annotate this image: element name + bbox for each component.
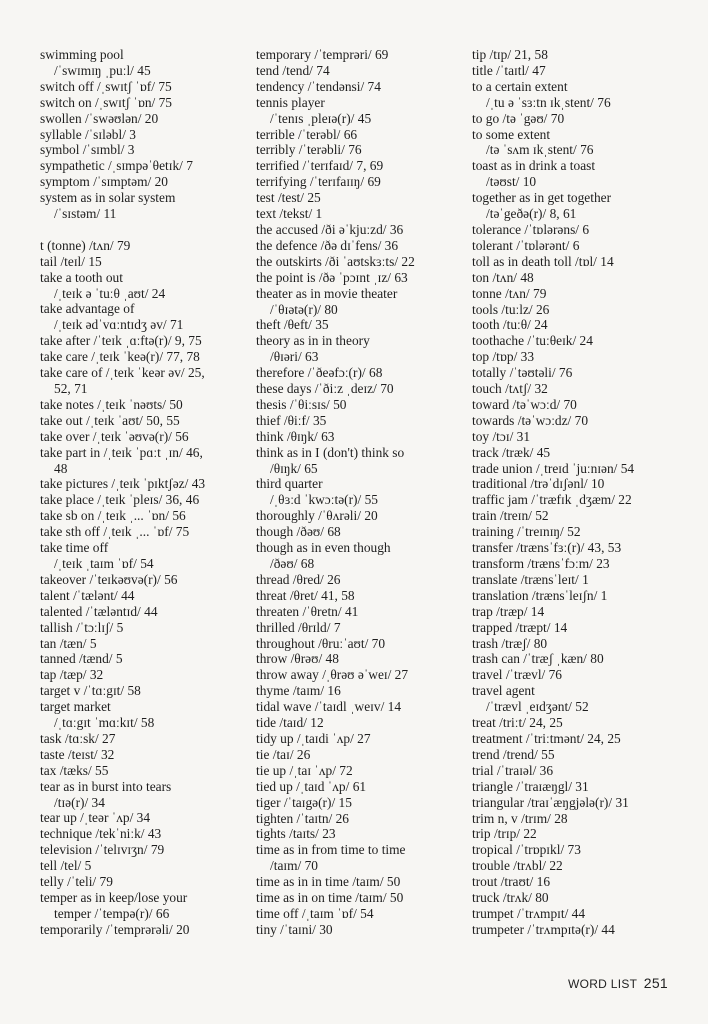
word-entry: symptom /ˈsɪmptəm/ 20	[40, 174, 168, 190]
word-entry: trash can /ˈtræʃ ˌkæn/ 80	[472, 651, 604, 667]
word-entry: traffic jam /ˈtræfɪk ˌdʒæm/ 22	[472, 492, 632, 508]
word-entry: time as in in time /taɪm/ 50	[256, 874, 401, 890]
word-entry: the defence /ðə dɪˈfens/ 36	[256, 237, 399, 253]
word-entry: telly /ˈteli/ 79	[40, 874, 113, 890]
word-entry-continuation: 48	[54, 460, 68, 476]
word-entry: take notes /ˌteɪk ˈnəʊts/ 50	[40, 396, 183, 412]
page-number: 251	[643, 975, 668, 991]
word-entry: throw /θrəʊ/ 48	[256, 651, 339, 667]
word-entry: take sth off /ˌteɪk ˌ... ˈɒf/ 75	[40, 524, 190, 540]
word-entry: translation /trænsˈleɪʃn/ 1	[472, 587, 608, 603]
word-entry: trash /træʃ/ 80	[472, 635, 548, 651]
word-entry: take time off	[40, 540, 109, 556]
word-entry: switch on /ˌswɪtʃ ˈɒn/ 75	[40, 94, 172, 110]
word-entry: touch /tʌtʃ/ 32	[472, 381, 548, 397]
word-entry: travel /ˈtrævl/ 76	[472, 667, 562, 683]
word-entry: syllable /ˈsɪləbl/ 3	[40, 126, 136, 142]
word-entry: talent /ˈtælənt/ 44	[40, 587, 135, 603]
word-list-column-3	[472, 47, 702, 938]
word-entry: tear up /ˌteər ˈʌp/ 34	[40, 810, 151, 826]
word-entry: terrifying /ˈterɪfaɪɪŋ/ 69	[256, 174, 381, 190]
word-entry: task /tɑːsk/ 27	[40, 730, 116, 746]
word-entry: tell /tel/ 5	[40, 858, 92, 874]
word-entry: triangular /traɪˈæŋgjələ(r)/ 31	[472, 794, 629, 810]
word-entry: though /ðəʊ/ 68	[256, 524, 341, 540]
word-entry: switch off /ˌswɪtʃ ˈɒf/ 75	[40, 78, 172, 94]
word-entry: take care /ˌteɪk ˈkeə(r)/ 77, 78	[40, 349, 200, 365]
word-entry: tap /tæp/ 32	[40, 667, 104, 683]
word-entry: tanned /tænd/ 5	[40, 651, 123, 667]
word-entry: thief /θiːf/ 35	[256, 412, 327, 428]
word-entry-continuation: /ˌteɪk ˌtaɪm ˈɒf/ 54	[54, 555, 154, 571]
word-entry-continuation: /ˌθɜːd ˈkwɔːtə(r)/ 55	[270, 492, 378, 508]
word-entry: top /tɒp/ 33	[472, 349, 535, 365]
word-entry: third quarter	[256, 476, 323, 492]
word-entry: the accused /ði əˈkjuːzd/ 36	[256, 221, 404, 237]
word-entry: take out /ˌteɪk ˈaʊt/ 50, 55	[40, 412, 180, 428]
word-entry: think as in I (don't) think so	[256, 444, 405, 460]
word-entry: temporary /ˈtemprəri/ 69	[256, 47, 389, 62]
word-entry	[40, 222, 250, 238]
word-entry-continuation: /təʊst/ 10	[486, 174, 537, 190]
word-entry: to some extent	[472, 126, 551, 142]
word-entry-continuation: /ˌtu ə ˈsɜːtn ɪkˌstent/ 76	[486, 94, 611, 110]
word-entry: take advantage of	[40, 301, 135, 317]
word-entry: take after /ˈteɪk ˌɑːftə(r)/ 9, 75	[40, 333, 202, 349]
word-entry-continuation: /ˈsɪstəm/ 11	[54, 206, 117, 222]
word-entry: trap /træp/ 14	[472, 603, 545, 619]
word-entry: trumpeter /ˈtrʌmpɪtə(r)/ 44	[472, 921, 615, 937]
word-entry: take place /ˌteɪk ˈpleɪs/ 36, 46	[40, 492, 200, 508]
word-entry: tighten /ˈtaɪtn/ 26	[256, 810, 349, 826]
word-entry: threaten /ˈθretn/ 41	[256, 603, 359, 619]
word-entry: take pictures /ˌteɪk ˈpɪktʃəz/ 43	[40, 476, 206, 492]
word-entry: trade union /ˌtreɪd ˈjuːnɪən/ 54	[472, 460, 635, 476]
word-entry: travel agent	[472, 683, 535, 699]
word-entry: terribly /ˈterəbli/ 76	[256, 142, 362, 158]
word-entry: sympathetic /ˌsɪmpəˈθetɪk/ 7	[40, 158, 193, 174]
word-entry: television /ˈtelɪvɪʒn/ 79	[40, 842, 165, 858]
word-entry: tail /teɪl/ 15	[40, 253, 102, 269]
word-entry: trouble /trʌbl/ 22	[472, 858, 563, 874]
word-entry: temper as in keep/lose your	[40, 890, 188, 906]
word-entry: together as in get together	[472, 190, 612, 206]
word-entry: throw away /ˌθrəʊ əˈweɪ/ 27	[256, 667, 409, 683]
word-entry: truck /trʌk/ 80	[472, 890, 549, 906]
word-entry: tennis player	[256, 94, 325, 110]
word-entry: tolerant /ˈtɒlərənt/ 6	[472, 237, 580, 253]
word-entry-continuation: /ˈtrævl ˌeɪdʒənt/ 52	[486, 699, 589, 715]
word-entry-continuation: /təˈgeðə(r)/ 8, 61	[486, 206, 577, 222]
word-entry: taste /teɪst/ 32	[40, 746, 115, 762]
word-entry: trim n, v /trɪm/ 28	[472, 810, 568, 826]
word-entry: totally /ˈtəʊtəli/ 76	[472, 365, 573, 381]
word-entry: the point is /ðə ˈpɔɪnt ˌɪz/ 63	[256, 269, 408, 285]
word-entry-continuation: /ˈθɪətə(r)/ 80	[270, 301, 338, 317]
page-footer	[568, 975, 668, 991]
word-entry: tallish /ˈtɔːlɪʃ/ 5	[40, 619, 124, 635]
word-entry: tied up /ˌtaɪd ˈʌp/ 61	[256, 778, 367, 794]
word-entry-continuation: /ðəʊ/ 68	[270, 556, 315, 571]
word-entry: tendency /ˈtendənsi/ 74	[256, 78, 381, 94]
word-entry: to a certain extent	[472, 78, 568, 94]
word-entry-continuation: /θɪəri/ 63	[270, 349, 319, 365]
word-entry: target v /ˈtɑːgɪt/ 58	[40, 683, 141, 699]
word-entry: thoroughly /ˈθʌrəli/ 20	[256, 508, 378, 524]
word-entry-continuation: temper /ˈtempə(r)/ 66	[54, 905, 170, 921]
word-entry: therefore /ˈðeəfɔː(r)/ 68	[256, 365, 383, 381]
word-entry: threat /θret/ 41, 58	[256, 587, 355, 603]
word-entry: talented /ˈtæləntɪd/ 44	[40, 603, 158, 619]
word-entry: temporarily /ˈtemprərəli/ 20	[40, 921, 190, 937]
word-entry-continuation: /tə ˈsʌm ɪkˌstent/ 76	[486, 142, 594, 158]
word-entry: toast as in drink a toast	[472, 158, 596, 174]
word-entry: time as in from time to time	[256, 842, 406, 858]
word-entry: swollen /ˈswəʊlən/ 20	[40, 110, 159, 126]
word-entry: treatment /ˈtriːtmənt/ 24, 25	[472, 730, 621, 746]
word-entry-continuation: /ˌtɑːgɪt ˈmɑːkɪt/ 58	[54, 715, 155, 731]
word-entry: thrilled /θrɪld/ 7	[256, 619, 341, 635]
word-entry: to go /tə ˈgəʊ/ 70	[472, 110, 565, 126]
word-entry: technique /tekˈniːk/ 43	[40, 826, 162, 842]
word-entry: towards /təˈwɔːdz/ 70	[472, 412, 589, 428]
word-entry: take sb on /ˌteɪk ˌ... ˈɒn/ 56	[40, 508, 186, 524]
word-entry: tidy up /ˌtaɪdi ˈʌp/ 27	[256, 730, 371, 746]
word-entry: tonne /tʌn/ 79	[472, 285, 547, 301]
word-entry: train /treɪn/ 52	[472, 508, 549, 524]
word-entry: take over /ˌteɪk ˈəʊvə(r)/ 56	[40, 428, 189, 444]
word-entry: trial /ˈtraɪəl/ 36	[472, 762, 554, 778]
word-entry: take part in /ˌteɪk ˈpɑːt ˌɪn/ 46,	[40, 444, 203, 460]
word-entry: trapped /træpt/ 14	[472, 619, 568, 635]
word-entry: trumpet /ˈtrʌmpɪt/ 44	[472, 905, 586, 921]
word-entry: terrified /ˈterɪfaɪd/ 7, 69	[256, 158, 384, 174]
word-entry: tan /tæn/ 5	[40, 635, 97, 651]
word-entry: toll as in death toll /tɒl/ 14	[472, 253, 614, 269]
word-entry: thesis /ˈθiːsɪs/ 50	[256, 396, 347, 412]
word-entry: theater as in movie theater	[256, 285, 398, 301]
word-entry: tights /taɪts/ 23	[256, 826, 336, 842]
word-entry-continuation: /taɪm/ 70	[270, 858, 318, 874]
word-entry: traditional /trəˈdɪʃənl/ 10	[472, 476, 605, 492]
word-entry: tropical /ˈtrɒpɪkl/ 73	[472, 842, 581, 858]
word-entry: thread /θred/ 26	[256, 571, 341, 587]
word-entry: system as in solar system	[40, 190, 176, 206]
word-entry: tear as in burst into tears	[40, 778, 172, 794]
word-entry: think /θɪŋk/ 63	[256, 428, 335, 444]
word-list-column-1	[40, 47, 250, 938]
word-entry: ton /tʌn/ 48	[472, 269, 534, 285]
word-entry: the outskirts /ði ˈaʊtskɜːts/ 22	[256, 253, 415, 269]
word-entry-continuation: /ˈtenɪs ˌpleɪə(r)/ 45	[270, 110, 372, 126]
word-entry: tiger /ˈtaɪgə(r)/ 15	[256, 794, 352, 810]
word-entry: toward /təˈwɔːd/ 70	[472, 396, 577, 412]
word-entry: training /ˈtreɪnɪŋ/ 52	[472, 524, 581, 540]
word-entry: take a tooth out	[40, 269, 123, 285]
word-entry: swimming pool	[40, 47, 124, 62]
word-entry: test /test/ 25	[256, 190, 321, 206]
word-entry: track /træk/ 45	[472, 444, 551, 460]
word-entry: time as in on time /taɪm/ 50	[256, 890, 404, 906]
word-entry: these days /ˈðiːz ˌdeɪz/ 70	[256, 381, 394, 397]
word-entry: transfer /trænsˈfɜː(r)/ 43, 53	[472, 540, 622, 556]
word-entry: tools /tuːlz/ 26	[472, 301, 550, 317]
word-entry: tooth /tuːθ/ 24	[472, 317, 548, 333]
word-entry: tie /taɪ/ 26	[256, 746, 311, 762]
footer-label: WORD LIST	[567, 977, 638, 991]
word-entry-continuation: /tɪə(r)/ 34	[54, 794, 105, 810]
word-entry: t (tonne) /tʌn/ 79	[40, 237, 131, 253]
word-entry: terrible /ˈterəbl/ 66	[256, 126, 358, 142]
word-entry: title /ˈtaɪtl/ 47	[472, 62, 546, 78]
word-entry: text /tekst/ 1	[256, 206, 323, 222]
word-entry: trout /traʊt/ 16	[472, 874, 551, 890]
word-entry: take care of /ˌteɪk ˈkeər əv/ 25,	[40, 365, 205, 381]
word-entry: toothache /ˈtuːθeɪk/ 24	[472, 333, 593, 349]
word-entry: tolerance /ˈtɒlərəns/ 6	[472, 221, 590, 237]
word-entry: tiny /ˈtaɪni/ 30	[256, 921, 333, 937]
word-entry: tax /tæks/ 55	[40, 762, 109, 778]
word-entry: toy /tɔɪ/ 31	[472, 428, 531, 444]
word-entry: takeover /ˈteɪkəʊvə(r)/ 56	[40, 571, 178, 587]
word-entry: trip /trɪp/ 22	[472, 826, 537, 842]
word-entry: theory as in in theory	[256, 333, 370, 349]
word-entry: tip /tɪp/ 21, 58	[472, 47, 548, 62]
word-entry-continuation: /ˌteɪk ə ˈtuːθ ˌaʊt/ 24	[54, 285, 166, 301]
word-entry: tidal wave /ˈtaɪdl ˌweɪv/ 14	[256, 699, 402, 715]
word-entry: transform /trænsˈfɔːm/ 23	[472, 556, 610, 571]
word-entry: tide /taɪd/ 12	[256, 715, 324, 731]
word-entry-continuation: 52, 71	[54, 381, 88, 397]
word-entry: treat /triːt/ 24, 25	[472, 715, 563, 731]
word-entry-continuation: /θɪŋk/ 65	[270, 460, 318, 476]
word-entry: theft /θeft/ 35	[256, 317, 329, 333]
word-entry-continuation: /ˌteɪk ədˈvɑːntɪdʒ əv/ 71	[54, 317, 184, 333]
word-entry: tend /tend/ 74	[256, 62, 330, 78]
word-list-column-2	[256, 47, 468, 938]
word-entry: though as in even though	[256, 540, 391, 556]
word-entry: time off /ˌtaɪm ˈɒf/ 54	[256, 905, 374, 921]
word-entry: translate /trænsˈleɪt/ 1	[472, 571, 589, 587]
word-entry: target market	[40, 699, 111, 715]
word-entry: throughout /θruːˈaʊt/ 70	[256, 635, 386, 651]
word-entry: trend /trend/ 55	[472, 746, 555, 762]
word-entry-continuation: /ˈswɪmɪŋ ˌpuːl/ 45	[54, 62, 151, 78]
word-entry: thyme /taɪm/ 16	[256, 683, 341, 699]
word-entry: tie up /ˌtaɪ ˈʌp/ 72	[256, 762, 353, 778]
word-entry: triangle /ˈtraɪæŋgl/ 31	[472, 778, 589, 794]
word-entry: symbol /ˈsɪmbl/ 3	[40, 142, 135, 158]
